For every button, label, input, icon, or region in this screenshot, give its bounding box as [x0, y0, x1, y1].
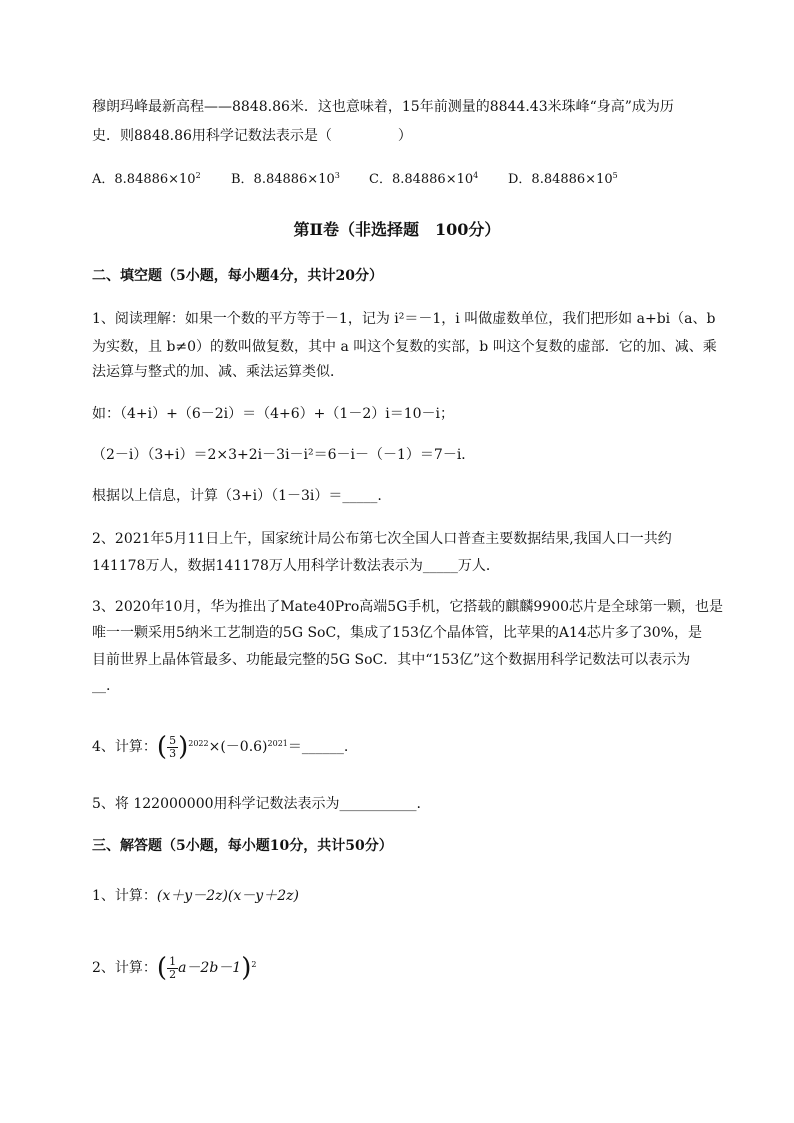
- answer-q1: [92, 886, 299, 906]
- answer-q2-prefix: 2、计算：: [92, 960, 157, 976]
- answer-heading: 三、解答题（5小题，每小题10分，共计50分）: [92, 838, 393, 854]
- fill-q1-example-1: 如：（4+i）+（6－2i）＝（4+6）+（1－2）i＝10－i；: [92, 406, 454, 422]
- fill-q1-line-2: 为实数，且 b≠0）的数叫做复数，其中 a 叫这个复数的实部，b 叫这个复数的虚部．它的加、减、乘: [92, 339, 717, 355]
- answer-q2-rest: a－2b－1: [178, 960, 242, 976]
- fill-q3-line-1: 3、2020年10月，华为推出了Mate40Pro高端5G手机，它搭载的麒麟9900芯片是全球第一颗，也是: [92, 599, 724, 615]
- fill-q2-line-2: 141178万人，数据141178万人用科学计数法表示为_____万人．: [92, 558, 500, 574]
- option-c: C．$8.84886\times 10^4$: [369, 171, 479, 187]
- answer-q1-prefix: 1、计算：: [92, 888, 157, 904]
- fill-q4-prefix: 4、计算：: [92, 739, 157, 755]
- answer-q1-expr: (x＋y－2z)(x－y＋2z): [156, 888, 299, 904]
- fill-q4-fraction: $\frac{5}{3}$: [169, 733, 177, 760]
- option-a: A．$8.84886\times 10^2$: [92, 171, 201, 187]
- fill-q1-line-3: 法运算与整式的加、减、乘法运算类似．: [92, 364, 344, 380]
- intro-line-2-close: ）: [397, 128, 412, 144]
- fill-q3-line-2: 唯一一颗采用5纳米工艺制造的5G SoC，集成了153亿个晶体管，比苹果的A14芯片多了30%，是: [92, 625, 702, 641]
- fill-q4-exp-1: 2022: [188, 739, 209, 748]
- section-2-title: 第Ⅱ卷（非选择题 100分）: [293, 220, 501, 239]
- fill-q1-ask: 根据以上信息，计算（3+i）（1－3i）＝_____.: [92, 488, 382, 504]
- intro-line-2-text: 史．则8848.86用科学记数法表示是（: [92, 128, 332, 144]
- answer-q2-fraction: $\frac{1}{2}$: [169, 954, 177, 981]
- fill-q2-line-1: 2、2021年5月11日上午，国家统计局公布第七次全国人口普查主要数据结果,我国人口一共约: [92, 531, 672, 547]
- answer-q2-exp: 2: [251, 960, 257, 969]
- fill-q5: 5、将 122000000用科学记数法表示为___________.: [92, 796, 421, 812]
- fill-q4: 4、计算：( $\frac{5}{3}$ )$^{2022}\times(-0.6)^{2021}=\_\_\_\_\_\_$.: [92, 732, 349, 762]
- option-b: B．$8.84886\times 10^3$: [231, 171, 340, 187]
- option-d: D．$8.84886\times 10^5$: [508, 171, 618, 187]
- fill-q3-line-4: __.: [92, 678, 111, 694]
- fill-q4-mid: ×(－0.6): [208, 739, 268, 755]
- fill-q3-line-3: 目前世界上晶体管最多、功能最完整的5G SoC．其中“153亿”这个数据用科学记数法可以表示为: [92, 652, 691, 668]
- fill-q1-example-2: （2－i）（3+i）＝2×3+2i－3i－i²＝6－i－（－1）＝7－i．: [92, 447, 476, 463]
- answer-q2: 2、计算：( $\frac{1}{2}$ a－2b－1)$^2$: [92, 953, 257, 983]
- intro-line-2: [92, 126, 412, 146]
- fill-q4-exp-2: 2021: [267, 739, 288, 748]
- intro-line-1: 穆朗玛峰最新高程——8848.86米．这也意味着，15年前测量的8844.43米珠峰“身高”成为历: [92, 99, 674, 115]
- fill-q1-line-1: 1、阅读理解：如果一个数的平方等于－1，记为 i²＝－1，i 叫做虚数单位，我们把形如 a+bi（a、b: [92, 311, 716, 327]
- fill-q4-suffix: ＝______.: [287, 739, 349, 755]
- fill-heading: 二、填空题（5小题，每小题4分，共计20分）: [92, 268, 383, 284]
